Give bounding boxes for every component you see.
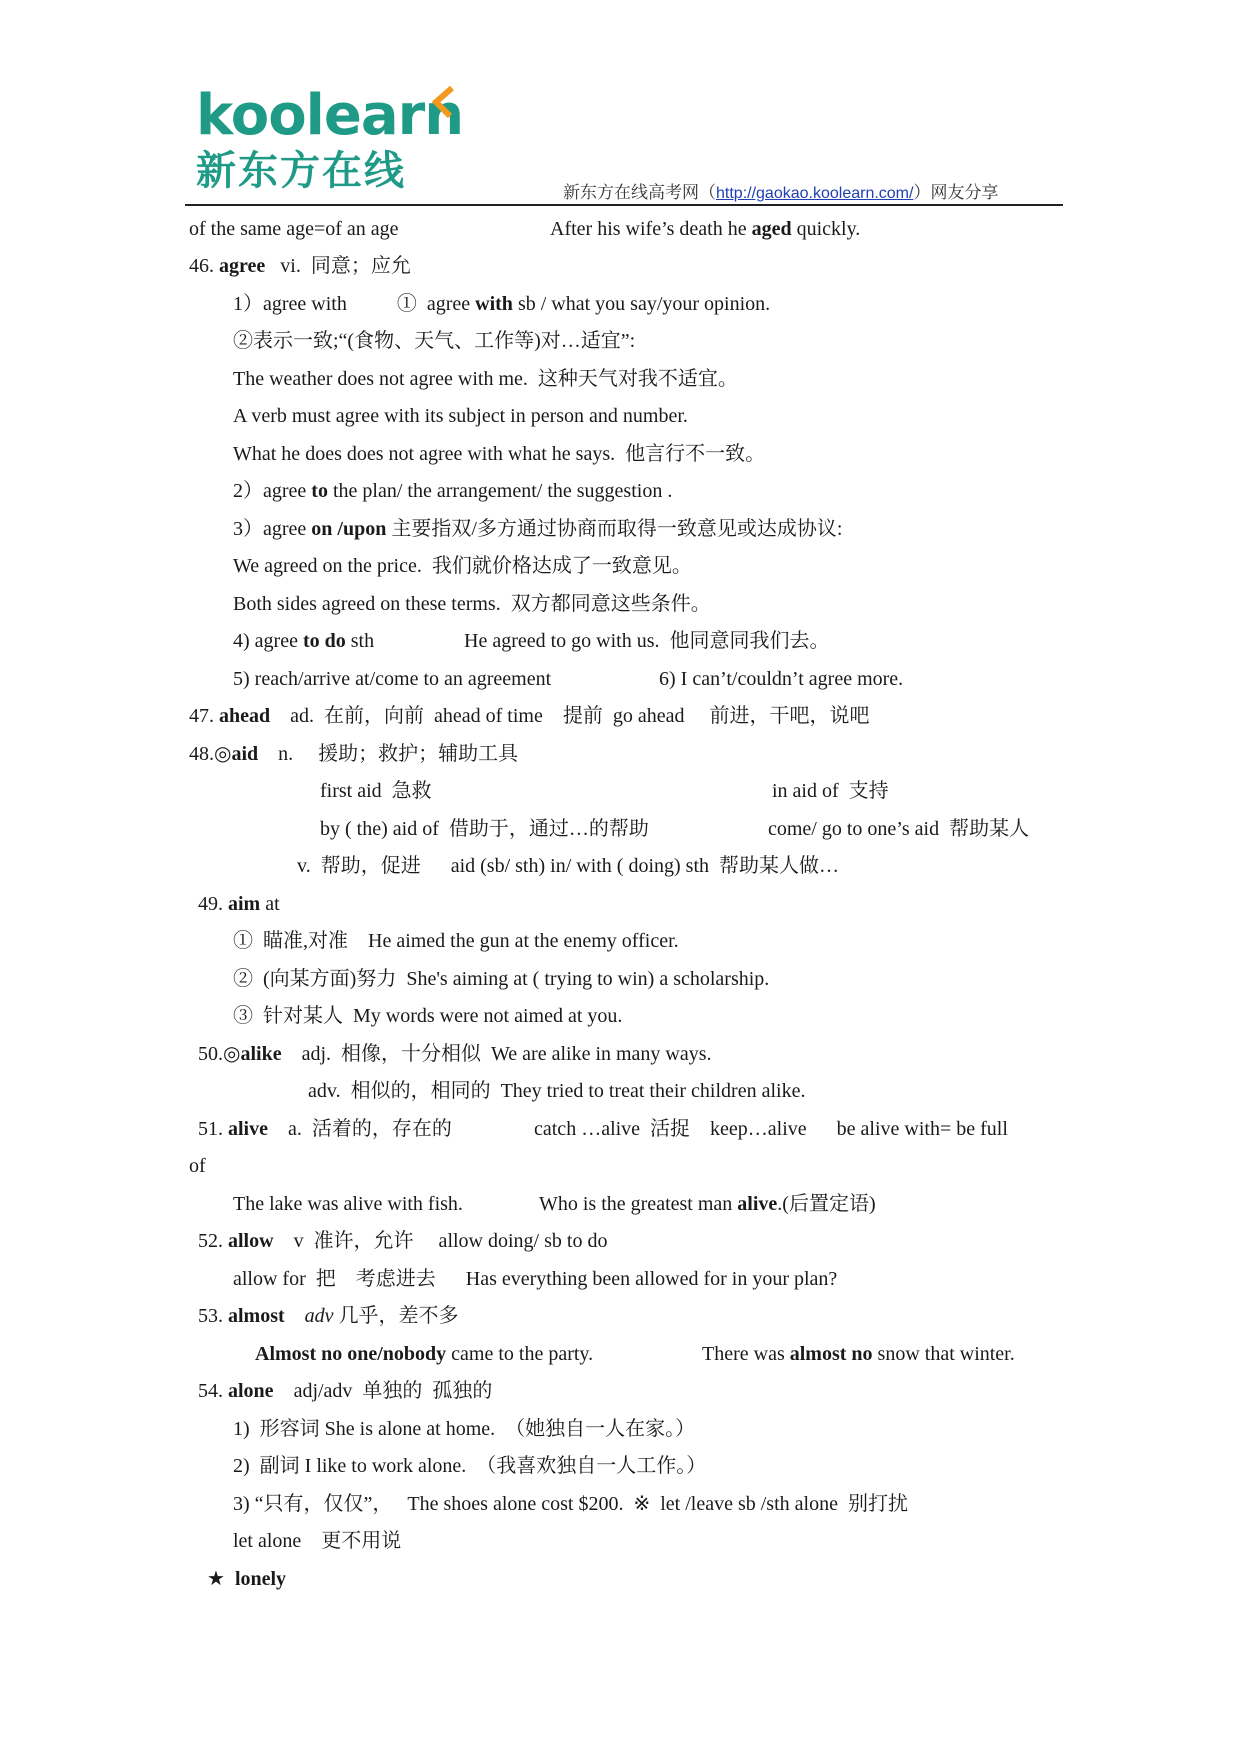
text-segment: ★	[207, 1568, 235, 1590]
text-segment: aged	[751, 218, 792, 240]
text-segment: first aid 急救	[320, 780, 432, 802]
text-line	[464, 628, 830, 654]
text-segment: We agreed on the price. 我们就价格达成了一致意见。	[233, 555, 692, 577]
text-segment: There was	[702, 1343, 790, 1365]
text-line	[233, 441, 765, 467]
text-segment: .(后置定语)	[777, 1193, 876, 1215]
text-line	[550, 216, 860, 242]
text-segment: 52.	[198, 1230, 228, 1252]
text-line	[539, 1191, 876, 1217]
text-segment: quickly.	[791, 218, 861, 240]
text-line	[233, 666, 551, 692]
text-line	[534, 1116, 1008, 1142]
text-segment: ② (向某方面)努力 She's aiming at ( trying to win) a scholarship.	[233, 968, 770, 990]
text-line	[189, 216, 399, 242]
text-segment: 2）agree	[233, 480, 312, 502]
text-segment: came to the party.	[446, 1343, 594, 1365]
text-line	[198, 1041, 712, 1067]
text-segment: Both sides agreed on these terms. 双方都同意这些条件。	[233, 593, 711, 615]
header-share-text	[563, 178, 998, 203]
text-line	[189, 703, 869, 729]
text-segment: lonely	[234, 1568, 287, 1590]
text-segment: n. 援助；救护；辅助工具	[258, 743, 519, 765]
text-segment: come/ go to one’s aid 帮助某人	[768, 818, 1030, 840]
text-segment: 53.	[198, 1305, 228, 1327]
text-segment: alive	[228, 1118, 268, 1140]
text-segment: 49.	[198, 893, 228, 915]
text-line	[233, 403, 688, 429]
text-line	[233, 1266, 837, 1292]
text-segment: 51.	[198, 1118, 228, 1140]
text-segment: snow that winter.	[872, 1343, 1015, 1365]
text-segment: aid	[231, 743, 259, 765]
text-line	[659, 666, 903, 692]
text-line	[233, 928, 679, 954]
text-line	[233, 1191, 463, 1217]
text-segment	[285, 1305, 305, 1327]
text-segment: by ( the) aid of 借助于，通过…的帮助	[320, 818, 649, 840]
logo-wordmark: koolearn	[196, 83, 464, 148]
text-segment: ③ 针对某人 My words were not aimed at you.	[233, 1005, 623, 1027]
text-segment: to	[311, 480, 328, 502]
text-segment: to do	[302, 630, 346, 652]
text-segment: 1）agree with ① agree	[233, 293, 476, 315]
text-segment: on /upon	[311, 518, 387, 540]
text-line	[233, 1416, 695, 1442]
text-segment: Almost no one/nobody	[255, 1343, 447, 1365]
text-segment: let alone 更不用说	[233, 1530, 402, 1552]
text-line	[233, 966, 769, 992]
text-segment: adv	[304, 1305, 334, 1327]
text-segment: almost	[228, 1305, 285, 1327]
text-segment: at	[260, 893, 280, 915]
text-segment: of	[189, 1155, 206, 1177]
text-line	[233, 478, 672, 504]
text-segment: ②表示一致;“(食物、天气、工作等)对…适宜”:	[233, 330, 636, 352]
text-segment: catch …alive 活捉 keep…alive be alive with= be full	[534, 1118, 1008, 1140]
text-line	[198, 1378, 492, 1404]
share-prefix: 新东方在线高考网（	[563, 183, 716, 202]
text-segment: ad. 在前，向前 ahead of time 提前 go ahead 前进，干吧，说吧	[270, 705, 870, 727]
text-segment: 4) agree	[233, 630, 303, 652]
text-segment: 主要指双/多方通过协商而取得一致意见或达成协议:	[386, 518, 843, 540]
text-segment: agree	[219, 255, 266, 277]
text-line	[233, 628, 374, 654]
text-segment: with	[475, 293, 513, 315]
text-segment: v 准许，允许 allow doing/ sb to do	[273, 1230, 608, 1252]
koolearn-logo	[196, 83, 466, 198]
text-segment: After his wife’s death he	[550, 218, 752, 240]
text-line	[233, 553, 692, 579]
text-segment: v. 帮助，促进 aid (sb/ sth) in/ with ( doing) sth 帮助某人做…	[297, 855, 840, 877]
text-line	[198, 891, 280, 917]
text-segment: a. 活着的，存在的	[268, 1118, 452, 1140]
text-segment: ① 瞄准,对准 He aimed the gun at the enemy officer.	[233, 930, 679, 952]
text-line	[233, 1453, 706, 1479]
header-divider	[185, 204, 1063, 206]
text-segment: alone	[228, 1380, 274, 1402]
text-line	[768, 816, 1029, 842]
text-segment: 5) reach/arrive at/come to an agreement	[233, 668, 552, 690]
logo-chevron-icon	[428, 86, 456, 120]
text-segment: 50.◎	[198, 1043, 241, 1065]
text-line	[297, 853, 839, 879]
text-line	[320, 816, 649, 842]
text-segment: ahead	[219, 705, 271, 727]
text-segment: What he does does not agree with what he says. 他言行不一致。	[233, 443, 766, 465]
text-line	[233, 328, 635, 354]
text-segment: the plan/ the arrangement/ the suggestion .	[327, 480, 673, 502]
text-segment: He agreed to go with us. 他同意同我们去。	[464, 630, 830, 652]
text-line	[233, 366, 738, 392]
text-segment: aim	[228, 893, 261, 915]
text-line	[207, 1566, 286, 1592]
text-segment: Who is the greatest man	[539, 1193, 738, 1215]
logo-chinese: 新东方在线	[196, 148, 406, 194]
text-segment: The weather does not agree with me. 这种天气对我不适宜。	[233, 368, 738, 390]
text-segment: 1) 形容词 She is alone at home. （她独自一人在家。）	[233, 1418, 696, 1440]
text-segment: allow for 把 考虑进去 Has everything been allowed for in your plan?	[233, 1268, 838, 1290]
text-segment: 48.◎	[189, 743, 232, 765]
text-segment: 46.	[189, 255, 219, 277]
text-line	[702, 1341, 1015, 1367]
text-line	[233, 1491, 908, 1517]
text-segment: 6) I can’t/couldn’t agree more.	[659, 668, 904, 690]
text-segment: adj. 相像，十分相似 We are alike in many ways.	[281, 1043, 712, 1065]
text-line	[233, 291, 770, 317]
text-line	[772, 778, 889, 804]
text-line	[198, 1303, 459, 1329]
text-segment: 2) 副词 I like to work alone. （我喜欢独自一人工作。）	[233, 1455, 707, 1477]
text-line	[233, 1528, 401, 1554]
text-segment: 3）agree	[233, 518, 312, 540]
text-segment: vi. 同意；应允	[265, 255, 411, 277]
text-line	[198, 1116, 452, 1142]
text-segment: sb / what you say/your opinion.	[512, 293, 771, 315]
text-line	[233, 591, 711, 617]
text-segment: The lake was alive with fish.	[233, 1193, 463, 1215]
text-line	[189, 741, 518, 767]
text-line	[233, 1003, 622, 1029]
text-segment: alike	[240, 1043, 282, 1065]
text-segment: in aid of 支持	[772, 780, 889, 802]
text-line	[189, 1153, 206, 1179]
text-segment: 几乎，差不多	[333, 1305, 459, 1327]
text-segment: of the same age=of an age	[189, 218, 399, 240]
text-line	[320, 778, 432, 804]
text-segment: A verb must agree with its subject in person and number.	[233, 405, 688, 427]
text-line	[198, 1228, 607, 1254]
text-segment: almost no	[789, 1343, 873, 1365]
text-segment: adv. 相似的，相同的 They tried to treat their children alike.	[308, 1080, 806, 1102]
text-line	[255, 1341, 593, 1367]
text-segment: allow	[228, 1230, 274, 1252]
text-line	[189, 253, 411, 279]
text-segment: 47.	[189, 705, 219, 727]
share-suffix: ）网友分享	[913, 183, 999, 202]
text-segment: 54.	[198, 1380, 228, 1402]
share-link[interactable]: http://gaokao.koolearn.com/	[716, 185, 914, 202]
text-segment: adj/adv 单独的 孤独的	[273, 1380, 493, 1402]
text-segment: 3) “只有，仅仅”， The shoes alone cost $200. ※ let /leave sb /sth alone 别打扰	[233, 1493, 908, 1515]
text-line	[233, 516, 842, 542]
text-line	[308, 1078, 805, 1104]
text-segment: alive	[737, 1193, 778, 1215]
text-segment: sth	[345, 630, 375, 652]
